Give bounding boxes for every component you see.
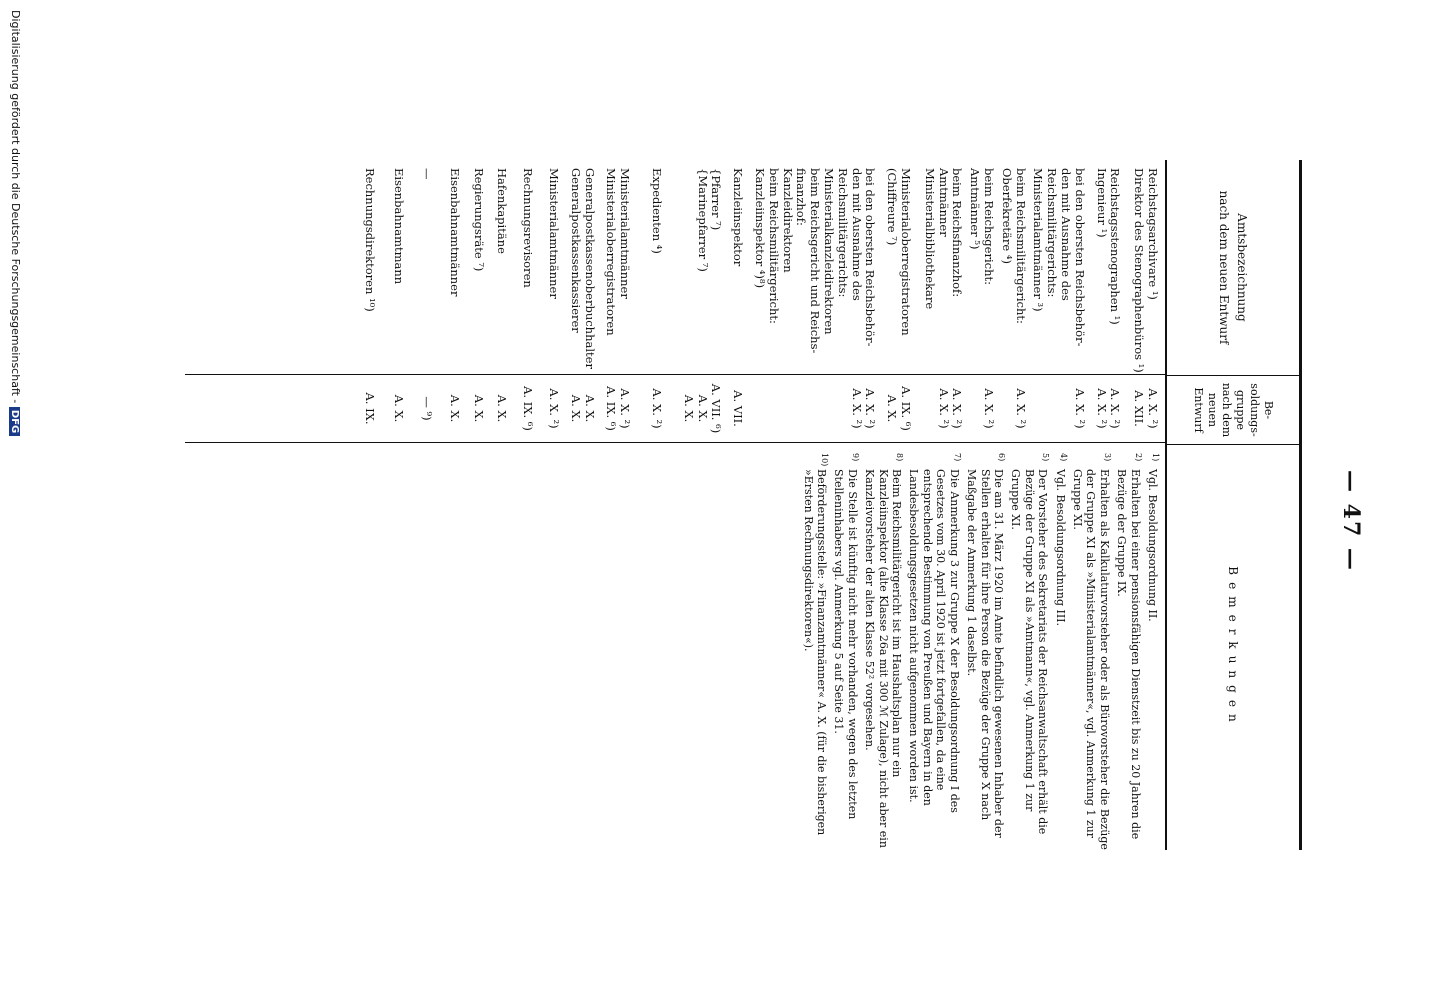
group-value: A. IX. ⁶) — [899, 386, 914, 431]
footer-credit — [9, 10, 22, 436]
title-entry — [752, 168, 876, 374]
title-line: beim Reichsmilitärgericht: — [1013, 168, 1028, 324]
group-value: A. X. ²) — [950, 388, 965, 429]
table-body — [185, 160, 1165, 850]
footnote — [863, 453, 903, 850]
group-entry — [967, 375, 995, 442]
group-entry — [521, 375, 535, 442]
header-group-line: neuen — [1206, 392, 1219, 428]
group-value: A. X. ²) — [1094, 388, 1109, 429]
table-header — [1165, 160, 1302, 850]
title-line: Reichsmilitärgerichts: — [835, 168, 850, 298]
group-value: A. X. ²) — [650, 388, 665, 429]
footnote-mark: 1) — [1151, 453, 1160, 462]
title-line: Generalpostkassenkassierer — [568, 168, 583, 333]
title-entry — [392, 168, 406, 374]
group-value: A. X. ²) — [936, 388, 951, 429]
group-value: A. XII. — [1132, 390, 1147, 427]
title-line: Reichstagsarchivare ¹) — [1146, 168, 1160, 300]
footer-text: Digitalisierung gefördert durch die Deutsche Forschungsgemeinschaft - — [9, 10, 22, 404]
header-remarks-column: Bemerkungen — [1226, 566, 1240, 729]
title-line: beim Reichsmilitärgericht: — [766, 168, 781, 324]
group-entry — [546, 375, 560, 442]
title-line: Regierungsräte ⁷) — [471, 168, 486, 272]
title-line: den mit Ausnahme des — [849, 168, 864, 301]
footnote-text: Vgl. Besoldungsordnung III. — [1053, 469, 1067, 627]
title-line: Kanzleiinspektor — [731, 168, 746, 267]
group-value: A. X. — [447, 394, 462, 423]
title-line: {Marinepfarrer ⁷) — [695, 168, 710, 272]
title-entry — [936, 168, 964, 374]
group-entry — [884, 375, 912, 442]
title-line: Ministerialkanzleidirektoren — [822, 168, 837, 335]
title-line: beim Reichsgericht: — [982, 168, 997, 285]
title-line: Ministerialoberregistratoren — [604, 168, 619, 336]
title-line: {Pfarrer ⁷) — [709, 168, 724, 231]
footnote — [1146, 453, 1159, 850]
footnote-text: Beförderungsstelle: »Finanzamtmänner« A. X. (für die bisherigen »Ersten Rechnungsdirektoren«). — [801, 469, 829, 836]
titles-column — [185, 160, 1165, 375]
group-entry — [1031, 375, 1086, 442]
footnote-text: Vgl. Besoldungsordnung II. — [1146, 469, 1159, 622]
title-entry — [546, 168, 560, 374]
group-value: A. VII. ⁶) — [709, 383, 724, 434]
footnote — [801, 453, 828, 850]
footnote — [832, 453, 859, 850]
title-line: Ingenieur ¹) — [1094, 168, 1109, 238]
groups-column — [185, 375, 1165, 443]
title-line: bei den obersten Reichsbehör- — [1072, 168, 1087, 347]
group-entry — [681, 375, 722, 442]
group-entry — [392, 375, 406, 442]
title-line: den mit Ausnahme des — [1059, 168, 1074, 301]
header-group-line: Entwurf — [1192, 387, 1205, 433]
group-value: A. X. ²) — [863, 388, 878, 429]
header-title-column — [1167, 160, 1299, 376]
group-value: — ⁹) — [420, 396, 435, 421]
group-value: A. X. ²) — [1072, 388, 1087, 429]
footnote-mark: 4) — [1058, 453, 1068, 462]
title-line: Reichsmilitärgerichts: — [1045, 168, 1060, 298]
title-entry — [362, 168, 376, 374]
title-line: Eisenbahnamtmänner — [447, 168, 462, 297]
footnote-mark: 8) — [895, 453, 905, 462]
footnote-text: Die Stelle ist künftig nicht mehr vorhanden, wegen des letzten Stelleninhabers vgl. Anmerkung 5 auf Seite 31. — [832, 469, 859, 820]
title-entry — [495, 168, 509, 374]
footnote-mark: 2) — [1133, 453, 1143, 462]
title-line: Amtmänner ⁵) — [968, 168, 983, 250]
group-value: A. X. ²) — [618, 388, 633, 429]
title-entry — [568, 168, 596, 374]
title-line: Ministerialbibliothekare — [922, 168, 937, 310]
title-line: Rechnungsrevisoren — [521, 168, 536, 288]
dfg-logo: DFG — [9, 407, 20, 436]
group-value: A. X. ²) — [1146, 388, 1160, 429]
group-value: A. X. ²) — [547, 388, 562, 429]
header-group-line: gruppe — [1234, 390, 1247, 430]
footnote-mark: 5) — [1041, 453, 1051, 462]
footnote — [1009, 453, 1049, 850]
title-line: bei den obersten Reichsbehör- — [863, 168, 878, 347]
group-value: A. IX. ⁶) — [521, 386, 536, 431]
title-line: Kanzleiinspektor ⁴)⁸) — [753, 168, 768, 289]
title-entry — [419, 168, 433, 374]
footnote-mark: 9) — [850, 453, 860, 462]
title-line: Expedienten ⁴) — [650, 168, 665, 254]
page-number: — 47 — — [1338, 470, 1364, 572]
group-entry — [568, 375, 596, 442]
title-entry — [604, 168, 632, 374]
group-value: A. IX. ⁶) — [604, 386, 619, 431]
header-group-line: soldungs- — [1248, 383, 1261, 437]
title-line: Hafenkapitäne — [495, 168, 510, 254]
group-value: A. X. — [471, 394, 486, 423]
footnote-mark: 3) — [1102, 453, 1112, 462]
title-line: beim Reichsgericht und Reichs- — [808, 168, 823, 354]
title-entry — [681, 168, 722, 374]
title-entry — [730, 168, 744, 374]
title-entry — [922, 168, 936, 374]
title-entry — [999, 168, 1027, 374]
group-value: A. X. — [495, 394, 510, 423]
group-value: A. VII. — [731, 390, 746, 427]
title-line: Direktor des Stenographenbüros ¹) — [1132, 168, 1147, 373]
header-group-line: Be- — [1262, 400, 1275, 420]
title-entry — [649, 168, 663, 374]
title-entry — [1131, 168, 1159, 374]
footnote — [965, 453, 1005, 850]
header-group-line: nach dem — [1220, 382, 1233, 438]
footnote-mark: 10) — [820, 453, 830, 467]
group-entry — [649, 375, 663, 442]
footnote-text: Erhalten als Kalkulaturvorsteher oder als Bürovorsteher die Bezüge der Gruppe XI als »Ministerialamtmänner«, vgl. Anmerkung 1 zur Gruppe XI. — [1070, 469, 1111, 850]
footnote-text: Die am 31. März 1920 im Amte befindlich gewesenen Inhaber der Stellen erhalten für ihre Person die Bezüge der Gruppe X nach Maßgabe der Anmerkung 1 daselbst. — [965, 469, 1005, 838]
footnote — [1053, 453, 1066, 850]
group-entry — [419, 375, 433, 442]
title-entry — [1031, 168, 1086, 374]
group-entry — [752, 375, 876, 442]
title-line: Oberfekretäre ⁴) — [999, 168, 1014, 264]
footnote-mark: 6) — [996, 453, 1006, 462]
title-line: Ministerialamtmänner ³) — [1031, 168, 1046, 312]
group-entry — [447, 375, 461, 442]
title-line: Ministerialamtmänner — [618, 168, 633, 299]
footnote-text: Der Vorsteher des Sekretariats der Reichsanwaltschaft erhält die Bezüge der Gruppe XI als »Amtmann«, vgl. Anmerkung 1 zur Gruppe XI. — [1009, 469, 1050, 835]
footnote — [1071, 453, 1111, 850]
group-entry — [362, 375, 376, 442]
footnote-mark: 7) — [952, 453, 962, 462]
title-entry — [447, 168, 461, 374]
group-value: A. X. — [582, 394, 597, 423]
title-line: Generalpostkassenoberbuchhalter — [582, 168, 597, 369]
title-line: Ministerialamtmänner — [547, 168, 562, 299]
group-value: A. X. — [885, 394, 900, 423]
group-entry — [1094, 375, 1122, 442]
group-value: A. IX. — [362, 392, 377, 425]
group-entry — [1131, 375, 1159, 442]
title-line: finanzhof: — [794, 168, 809, 226]
title-entry — [521, 168, 535, 374]
group-entry — [999, 375, 1027, 442]
group-entry — [936, 375, 964, 442]
title-line: — — [420, 168, 435, 180]
group-entry — [471, 375, 485, 442]
footnote-text: Erhalten bei einer pensionsfähigen Dienstzeit bis zu 20 Jahren die Bezüge der Gruppe IX. — [1115, 469, 1142, 840]
header-title-line: nach dem neuen Entwurf — [1217, 190, 1231, 345]
group-entry — [604, 375, 632, 442]
title-line: Rechnungsdirektoren ¹⁰) — [362, 168, 377, 312]
title-line: Ministerialoberregistratoren — [899, 168, 914, 336]
group-value: A. X. — [695, 394, 710, 423]
title-line: Reichstagsstenographen ¹) — [1108, 168, 1123, 325]
group-value: A. X. — [568, 394, 583, 423]
remarks-column — [185, 443, 1165, 850]
title-entry — [471, 168, 485, 374]
salary-table — [185, 160, 1302, 850]
header-group-column — [1167, 376, 1299, 445]
group-value: A. X. — [681, 394, 696, 423]
title-entry — [967, 168, 995, 374]
group-entry — [495, 375, 509, 442]
title-line: beim Reichsfinanzhof: — [950, 168, 965, 298]
footnote-text: Beim Reichsmilitärgericht ist im Haushaltsplan nur ein Kanzleiinspektor (alte Klasse 26a mit 300 ℳ Zulage), nicht aber ein Kanzleivorsteher der alten Klasse 52² vorgesehen. — [863, 469, 904, 848]
group-value: A. X. ²) — [1013, 388, 1028, 429]
header-title-line: Amtsbezeichnung — [1235, 213, 1249, 322]
group-entry — [922, 375, 936, 442]
title-entry — [1094, 168, 1122, 374]
title-entry — [884, 168, 912, 374]
title-line: Eisenbahnamtmann — [392, 168, 407, 285]
footnote — [1115, 453, 1142, 850]
title-line: (Chiffreure ⁷) — [885, 168, 900, 246]
footnote-text: Die Anmerkung 3 zur Gruppe X der Besoldungsordnung I des Gesetzes vom 30. April 1920 ist jetzt fortgefallen, da eine entsprechende Bestimmung von Preußen und Bayern in den Landesbesoldungsgesetzen nicht aufgenommen worden ist. — [907, 469, 961, 813]
group-value: A. X. — [392, 394, 407, 423]
footnote — [907, 453, 961, 850]
group-value: A. X. ²) — [849, 388, 864, 429]
title-line: Amtmänner — [936, 168, 951, 237]
group-value: A. X. ²) — [1108, 388, 1123, 429]
title-line: Kanzleidirektoren — [780, 168, 795, 273]
group-value: A. X. ²) — [982, 388, 997, 429]
group-entry — [730, 375, 744, 442]
